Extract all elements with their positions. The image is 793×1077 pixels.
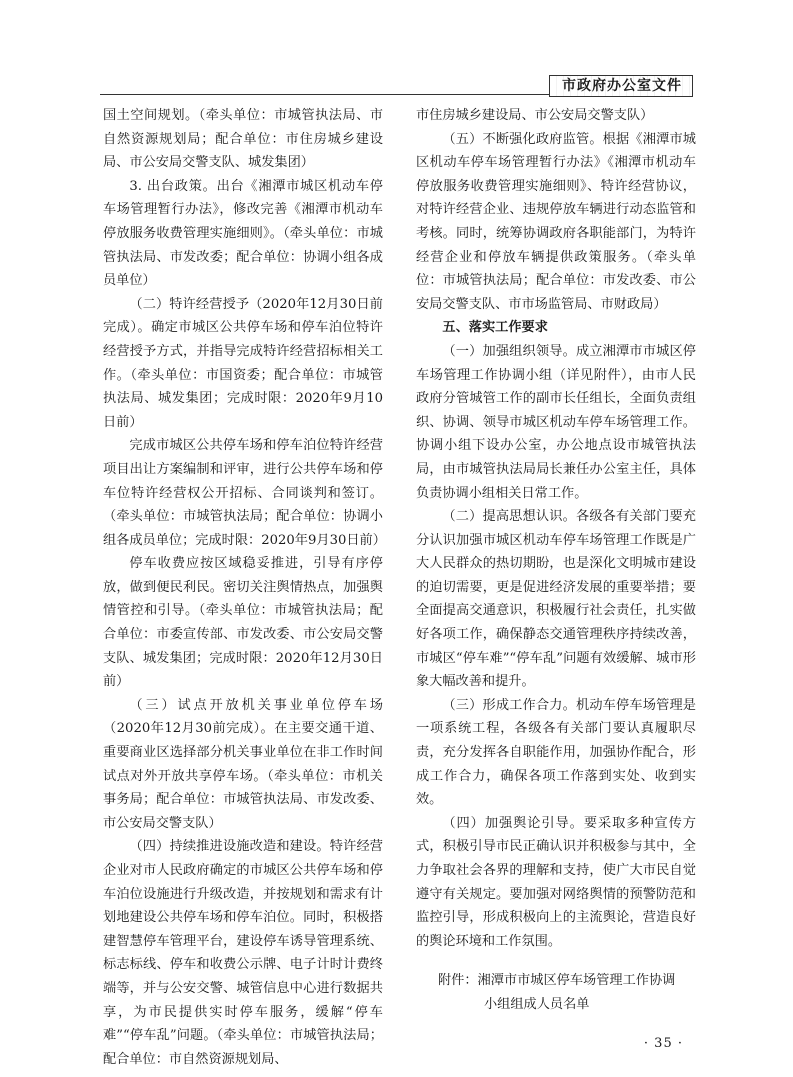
paragraph: 停车收费应按区域稳妥推进，引导有序停放，做到便民利民。密切关注舆情热点，加强舆情管控和引导。（牵头单位：市城管执法局；配合单位：市委宣传部、市发改委、市公安局交警支队、城发集团；完成时限：2020年12月30日前） [103,556,383,690]
paragraph: （四）持续推进设施改造和建设。特许经营企业对市人民政府确定的市城区公共停车场和停车泊位设施进行升级改造，并按规划和需求有计划地建设公共停车场和停车泊位。同时，积极搭建智慧停车管理平台，建设停车诱导管理系统、标志标线、停车和收费公示牌、电子计时计费终端等，并与公安交警、城管信息中心进行数据共享，为市民提供实时停车服务，缓解“停车难”“停车乱”问题。（牵头单位：市城管执法局；配合单位：市自然资源规划局、 [103,839,383,1067]
paragraph: （三）形成工作合力。机动车停车场管理是一项系统工程，各级各有关部门要认真履职尽责，充分发挥各自职能作用，加强协作配合，形成工作合力，确保各项工作落到实处、收到实效。 [416,697,696,808]
paragraph: （二）提高思想认识。各级各有关部门要充分认识加强市城区机动车停车场管理工作既是广大人民群众的热切期盼，也是深化文明城市建设的迫切需要，更是促进经济发展的重要举措；要全面提高交通意识，积极履行社会责任，扎实做好各项工作，确保静态交通管理秩序持续改善，市城区“停车难”“停车乱”问题有效缓解、城市形象大幅改善和提升。 [416,509,696,690]
paragraph: 完成市城区公共停车场和停车泊位特许经营项目出让方案编制和评审，进行公共停车场和停车位特许经营权公开招标、合同谈判和签订。（牵头单位：市城管执法局；配合单位：协调小组各成员单位；完成时限：2020年9月30日前） [103,438,386,548]
paragraph: 3. 出台政策。出台《湘潭市城区机动车停车场管理暂行办法》，修改完善《湘潭市机动车停放服务收费管理实施细则》。（牵头单位：市城管执法局、市发改委；配合单位：协调小组各成员单位） [103,178,383,289]
paragraph: （三）试点开放机关事业单位停车场（2020年12月30前完成）。在主要交通干道、重要商业区选择部分机关事业单位在非工作时间试点对外开放共享停车场。（牵头单位：市机关事务局；配合单位：市城管执法局、市发改委、市公安局交警支队） [103,697,383,831]
paragraph: 国土空间规划。（牵头单位：市城管执法局、市自然资源规划局；配合单位：市住房城乡建设局、市公安局交警支队、城发集团） [103,108,383,171]
paragraph: （五）不断强化政府监管。根据《湘潭市城区机动车停车场管理暂行办法》《湘潭市机动车停放服务收费管理实施细则》、特许经营协议，对特许经营企业、违规停放车辆进行动态监管和考核。同时，统筹协调政府各职能部门，为特许经营企业和停放车辆提供政策服务。（牵头单位：市城管执法局；配合单位：市发改委、市公安局交警支队、市市场监管局、市财政局） [416,131,696,312]
section-badge: 市政府办公室文件 [549,75,693,97]
section-heading: 五、落实工作要求 [442,320,548,336]
attachment-note [416,969,696,1016]
paragraph: （四）加强舆论引导。要采取多种宣传方式，积极引导市民正确认识并积极参与其中，全力争取社会各界的理解和支持，使广大市民自觉遵守有关规定。要加强对网络舆情的预警防范和监控引导，形成积极向上的主流舆论，营造良好的舆论环境和工作氛围。 [416,815,696,949]
paragraph: （一）加强组织领导。成立湘潭市市城区停车场管理工作协调小组（详见附件），由市人民政府分管城管工作的副市长任组长，全面负责组织、协调、领导市城区机动车停车场管理工作。协调小组下设办公室，办公地点设市城管执法局，由市城管执法局局长兼任办公室主任，具体负责协调小组相关日常工作。 [416,343,696,501]
left-column [103,104,386,1071]
paragraph: 市住房城乡建设局、市公安局交警支队） [416,108,654,123]
attachment-continuation: 小组组成人员名单 [484,996,590,1012]
paragraph: （二）特许经营授予（2020年12月30日前完成）。确定市城区公共停车场和停车泊位特许经营授予方式，并指导完成特许经营招标相关工作。（牵头单位：市国资委；配合单位：市城管执法局、城发集团；完成时限：2020年9月10日前） [103,296,383,430]
attachment-label: 附件：湘潭市市城区停车场管理工作协调 [438,973,676,989]
page-number: · 35 · [643,1036,683,1051]
right-column [416,104,696,1017]
